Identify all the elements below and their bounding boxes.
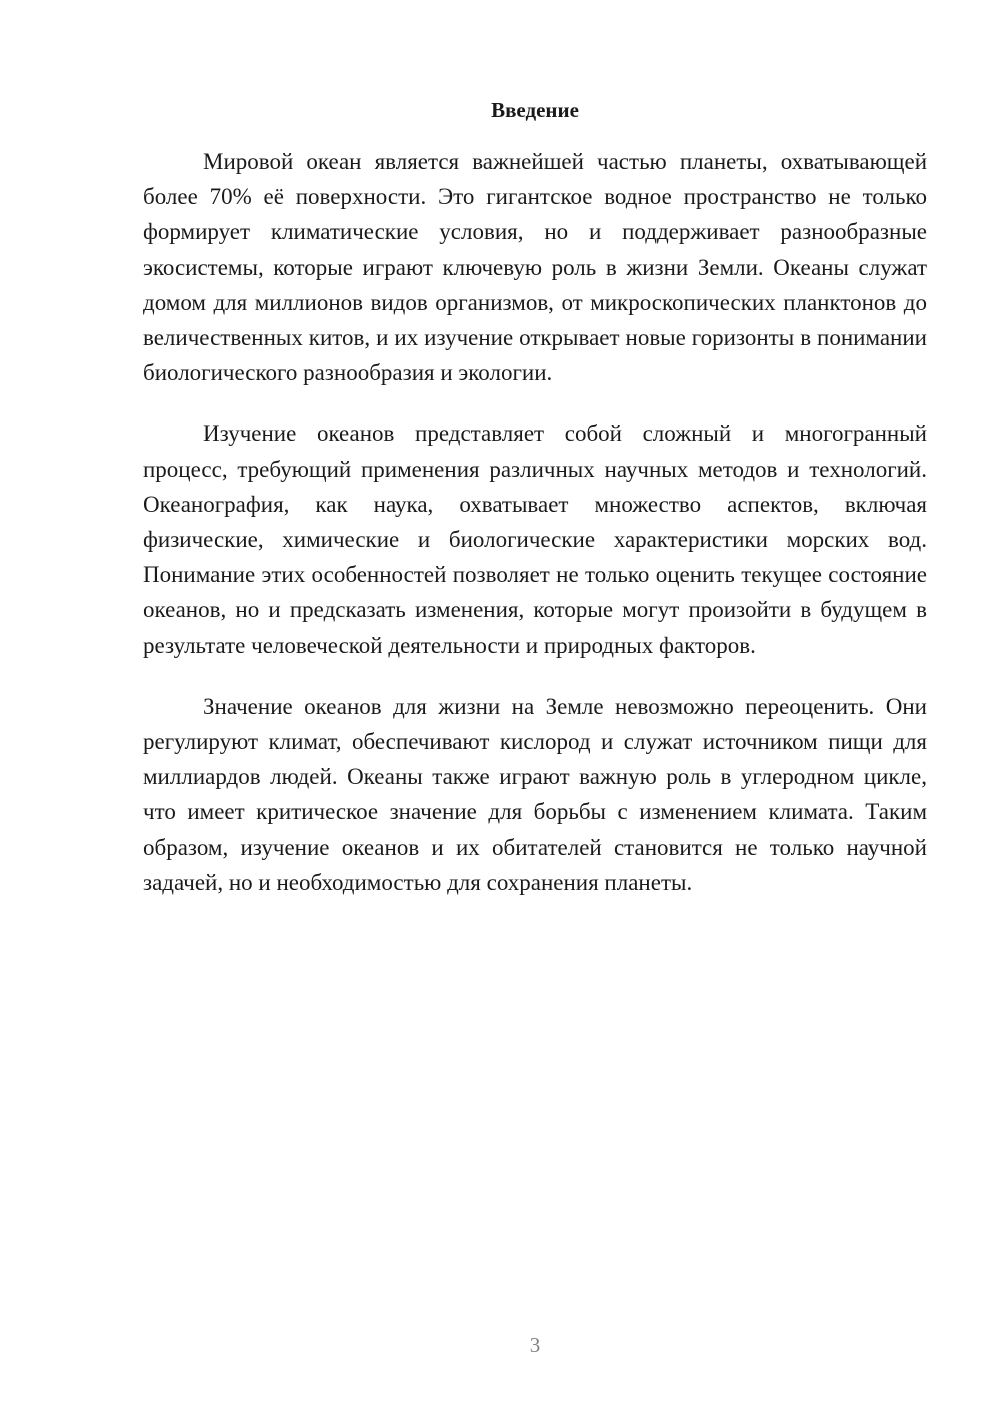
body-text [143,144,927,926]
page-number: 3 [529,1333,541,1357]
paragraph-3: Значение океанов для жизни на Земле невозможно переоценить. Они регулируют климат, обеспечивают кислород и служат источником пищи для миллиардов людей. Океаны также играют важную роль в углеродном цикле, что имеет критическое значение для борьбы с изменением климата. Таким образом, изучение океанов и их обитателей становится не только научной задачей, но и необходимостью для сохранения планеты. [143,693,927,895]
paragraph-2: Изучение океанов представляет собой сложный и многогранный процесс, требующий применения различных научных методов и технологий. Океанография, как наука, охватывает множество аспектов, включая физические, химические и биологические характеристики морских вод. Понимание этих особенностей позволяет не только оценить текущее состояние океанов, но и предсказать изменения, которые могут произойти в будущем в результате человеческой деятельности и природных факторов. [143,421,927,658]
paragraph-1: Мировой океан является важнейшей частью планеты, охватывающей более 70% её поверхности. Это гигантское водное пространство не только формирует климатические условия, но и поддерживает разнообразные экосистемы, которые играют ключевую роль в жизни Земли. Океаны служат домом для миллионов видов организмов, от микроскопических планктонов до величественных китов, и их изучение открывает новые горизонты в понимании биологического разнообразия и экологии. [143,149,927,386]
section-title: Введение [491,98,579,122]
